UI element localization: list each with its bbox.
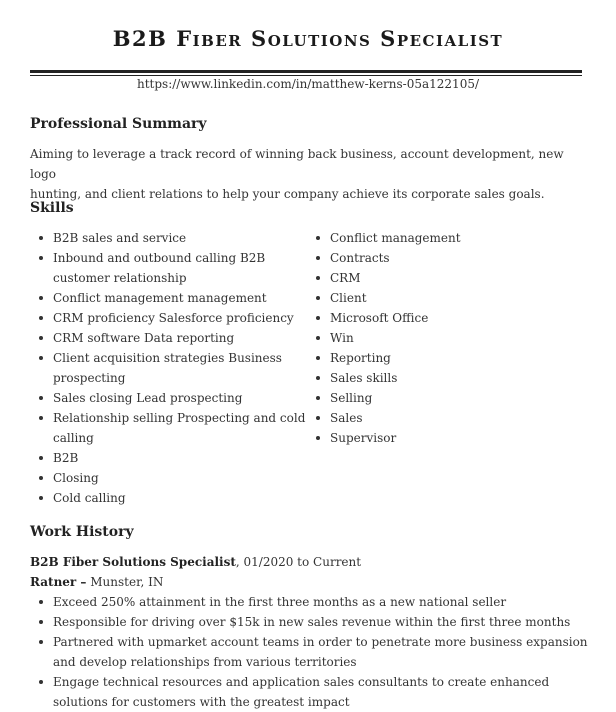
skill-item: Contracts — [308, 248, 583, 268]
skill-item: Supervisor — [308, 428, 583, 448]
work-bullet: Partnered with upmarket account teams in order to penetrate more business expansion and develop relationships from various territories — [31, 632, 591, 672]
skill-item: Selling — [308, 388, 583, 408]
skill-item: Sales — [308, 408, 583, 428]
skill-item: Win — [308, 328, 583, 348]
employer-location: Munster, IN — [86, 575, 164, 589]
skill-item: Sales skills — [308, 368, 583, 388]
skills-heading: Skills — [30, 200, 74, 216]
skill-item: Client acquisition strategies Business prospecting — [31, 348, 306, 388]
skill-item: CRM software Data reporting — [31, 328, 306, 348]
skill-item: Inbound and outbound calling B2B customer relationship — [31, 248, 306, 288]
skill-item: Reporting — [308, 348, 583, 368]
work-bullet: Exceed 250% attainment in the first three months as a new national seller — [31, 592, 591, 612]
job-dates: , 01/2020 to Current — [235, 555, 362, 569]
skill-item: Relationship selling Prospecting and cold calling — [31, 408, 306, 448]
skill-item: Client — [308, 288, 583, 308]
work-bullets — [31, 592, 591, 712]
work-bullet: Responsible for driving over $15k in new sales revenue within the first three months — [31, 612, 591, 632]
summary-line: hunting, and client relations to help your company achieve its corporate sales goals. — [30, 187, 545, 201]
skill-item: B2B — [31, 448, 306, 468]
skill-item: Cold calling — [31, 488, 306, 508]
skill-item: CRM — [308, 268, 583, 288]
work-bullet: Engage technical resources and application sales consultants to create enhanced solutions for customers with the greatest impact — [31, 672, 591, 712]
summary-heading: Professional Summary — [30, 116, 207, 132]
skill-item: Sales closing Lead prospecting — [31, 388, 306, 408]
skill-item: Closing — [31, 468, 306, 488]
employer-name: Ratner – — [30, 575, 87, 589]
skills-list-left — [31, 228, 306, 508]
resume-title: B2B Fiber Solutions Specialist — [112, 26, 504, 51]
job-title-line — [30, 552, 361, 572]
skill-item: Conflict management management — [31, 288, 306, 308]
summary-text — [30, 144, 590, 204]
linkedin-url[interactable]: https://www.linkedin.com/in/matthew-kerns-05a122105/ — [136, 77, 480, 91]
skill-item: Microsoft Office — [308, 308, 583, 328]
skill-item: CRM proficiency Salesforce proficiency — [31, 308, 306, 328]
employer-line — [30, 572, 163, 592]
header-rule-thick — [30, 70, 582, 73]
work-history-heading: Work History — [30, 524, 134, 540]
job-title: B2B Fiber Solutions Specialist — [30, 555, 236, 569]
skill-item: B2B sales and service — [31, 228, 306, 248]
summary-line: Aiming to leverage a track record of winning back business, account development, new logo — [30, 147, 564, 181]
header-rule-thin — [30, 75, 582, 76]
skills-list-right — [308, 228, 583, 448]
skill-item: Conflict management — [308, 228, 583, 248]
